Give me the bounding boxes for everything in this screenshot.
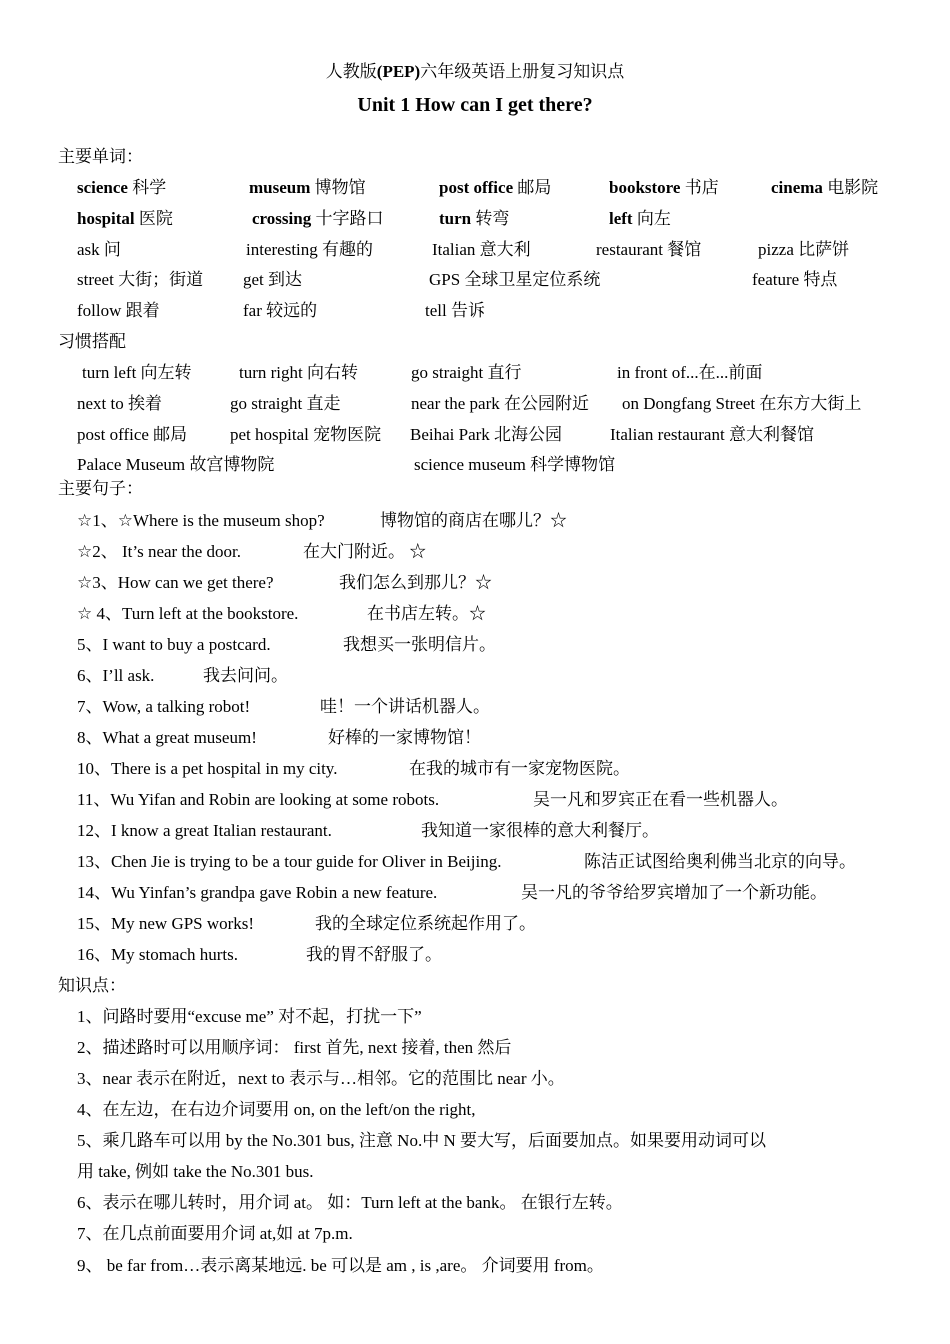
vocab-zh: 大街；街道 [113, 270, 204, 289]
vocab-item [77, 300, 160, 322]
sentence-zh: 哇！一个讲话机器人。 [320, 697, 490, 716]
vocab-item [252, 208, 383, 230]
phrase-item: go straight 直行 [411, 363, 522, 382]
vocab-item [429, 269, 600, 291]
vocab-item [243, 269, 302, 291]
point-item: 7、在几点前面要用介词 at,如 at 7p.m. [77, 1224, 353, 1243]
vocab-item [439, 208, 509, 230]
vocab-en: cinema [771, 178, 823, 197]
vocab-en: get [243, 270, 264, 289]
vocab-en: interesting [246, 240, 318, 259]
sentence-en: 7、Wow, a talking robot! [77, 697, 251, 716]
point-item: 3、near 表示在附近，next to 表示与…相邻。它的范围比 near 小。 [77, 1069, 565, 1088]
title-bold: (PEP) [376, 62, 421, 81]
vocab-en: Italian [432, 240, 476, 259]
phrase-item: in front of...在...前面 [617, 363, 763, 382]
vocab-heading: 主要单词： [58, 147, 143, 166]
sentence-zh: 在大门附近。 ☆ [303, 542, 427, 561]
sentence-zh: 博物馆的商店在哪儿？☆ [380, 511, 567, 530]
sentence-zh: 吴一凡的爷爷给罗宾增加了一个新功能。 [521, 883, 827, 902]
vocab-item [243, 300, 317, 322]
vocab-item [425, 300, 485, 322]
unit-title: Unit 1 How can I get there? [357, 94, 593, 116]
phrase-item: turn right 向右转 [239, 363, 358, 382]
vocab-item [758, 239, 849, 261]
vocab-en: tell [425, 301, 447, 320]
title-pre: 人教版 [325, 62, 377, 81]
sentence-en: 13、Chen Jie is trying to be a tour guide for Oliver in Beijing. [77, 852, 502, 871]
phrase-item: next to 挨着 [77, 394, 162, 413]
vocab-en: far [243, 301, 262, 320]
phrase-item: post office 邮局 [77, 425, 188, 444]
vocab-item [432, 239, 531, 261]
sentence-en: 16、My stomach hurts. [77, 945, 239, 964]
vocab-zh: 餐馆 [663, 240, 702, 259]
vocab-zh: 告诉 [446, 301, 485, 320]
point-item: 2、描述路时可以用顺序词： first 首先, next 接着, then 然后 [77, 1038, 512, 1057]
vocab-item [609, 208, 671, 230]
vocab-zh: 问 [99, 240, 121, 259]
vocab-zh: 电影院 [822, 178, 879, 197]
vocab-en: follow [77, 301, 122, 320]
vocab-item [771, 177, 878, 199]
vocab-en: street [77, 270, 114, 289]
vocab-en: bookstore [609, 178, 681, 197]
vocab-item [77, 269, 203, 291]
point-item: 4、在左边，在右边介词要用 on, on the left/on the right, [77, 1100, 476, 1119]
vocab-en: post office [439, 178, 514, 197]
point-item: 9、 be far from…表示离某地远. be 可以是 am , is ,are。 介词要用 from。 [77, 1256, 604, 1275]
sentence-zh: 我的全球定位系统起作用了。 [315, 914, 536, 933]
point-item: 5、乘几路车可以用 by the No.301 bus, 注意 No.中 N 要大写，后面要加点。如果要用动词可以 [77, 1131, 766, 1150]
vocab-zh: 博物馆 [310, 178, 366, 197]
vocab-en: left [609, 209, 633, 228]
sentence-en: 11、Wu Yifan and Robin are looking at some robots. [77, 790, 440, 809]
point-item: 1、问路时要用“excuse me” 对不起，打扰一下” [77, 1007, 422, 1026]
title-post: 六年级英语上册复习知识点 [420, 62, 625, 81]
vocab-item [77, 177, 166, 199]
sentence-zh: 在书店左转。☆ [367, 604, 486, 623]
vocab-item [77, 208, 173, 230]
vocab-zh: 全球卫星定位系统 [460, 270, 601, 289]
phrase-item: on Dongfang Street 在东方大街上 [622, 394, 862, 413]
phrase-item: Palace Museum 故宫博物院 [77, 455, 275, 474]
sentence-en: ☆2、 It’s near the door. [77, 542, 241, 561]
sentence-en: 6、I’ll ask. [77, 666, 155, 685]
phrase-item: Beihai Park 北海公园 [410, 425, 563, 444]
point-item: 用 take, 例如 take the No.301 bus. [77, 1162, 314, 1181]
sentence-en: 10、There is a pet hospital in my city. [77, 759, 338, 778]
sentence-zh: 在我的城市有一家宠物医院。 [409, 759, 630, 778]
vocab-zh: 科学 [127, 178, 167, 197]
vocab-en: turn [439, 209, 472, 228]
phrase-item: pet hospital 宠物医院 [230, 425, 382, 444]
vocab-en: hospital [77, 209, 135, 228]
sentence-en: ☆ 4、Turn left at the bookstore. [77, 604, 299, 623]
sentence-en: 12、I know a great Italian restaurant. [77, 821, 332, 840]
sentence-zh: 我去问问。 [203, 666, 288, 685]
sentence-en: 14、Wu Yinfan’s grandpa gave Robin a new feature. [77, 883, 438, 902]
sentence-en: ☆3、How can we get there? [77, 573, 274, 592]
phrase-item: go straight 直走 [230, 394, 341, 413]
sentences-heading: 主要句子： [58, 479, 143, 498]
phrase-item: turn left 向左转 [82, 363, 192, 382]
vocab-zh: 跟着 [121, 301, 160, 320]
vocab-zh: 转弯 [471, 209, 510, 228]
vocab-zh: 十字路口 [311, 209, 384, 228]
phrase-item: Italian restaurant 意大利餐馆 [610, 425, 814, 444]
vocab-zh: 医院 [134, 209, 173, 228]
vocab-zh: 意大利 [475, 240, 531, 259]
vocab-en: GPS [429, 270, 461, 289]
sentence-en: 15、My new GPS works! [77, 914, 255, 933]
sentence-zh: 我知道一家很棒的意大利餐厅。 [421, 821, 659, 840]
sentence-zh: 我们怎么到那儿？☆ [339, 573, 492, 592]
vocab-en: feature [752, 270, 800, 289]
sentence-zh: 吴一凡和罗宾正在看一些机器人。 [533, 790, 788, 809]
sentence-zh: 好棒的一家博物馆！ [328, 728, 481, 747]
document-title [0, 57, 950, 82]
vocab-item [596, 239, 701, 261]
vocab-zh: 较远的 [261, 301, 318, 320]
vocab-zh: 书店 [680, 178, 719, 197]
vocab-item [439, 177, 551, 199]
vocab-en: crossing [252, 209, 312, 228]
phrase-item: near the park 在公园附近 [411, 394, 589, 413]
sentence-en: ☆1、☆Where is the museum shop? [77, 511, 325, 530]
vocab-en: pizza [758, 240, 794, 259]
vocab-en: science [77, 178, 128, 197]
phrases-heading: 习惯搭配 [58, 332, 126, 351]
vocab-zh: 到达 [263, 270, 303, 289]
point-item: 6、表示在哪儿转时，用介词 at。 如：Turn left at the bank。 在银行左转。 [77, 1193, 623, 1212]
vocab-item [249, 177, 366, 199]
vocab-zh: 特点 [799, 270, 838, 289]
vocab-zh: 有趣的 [317, 240, 374, 259]
vocab-item [77, 239, 121, 261]
vocab-en: museum [249, 178, 311, 197]
sentence-en: 8、What a great museum! [77, 728, 257, 747]
vocab-en: restaurant [596, 240, 664, 259]
vocab-en: ask [77, 240, 100, 259]
sentence-zh: 陈洁正试图给奥利佛当北京的向导。 [584, 852, 856, 871]
sentence-zh: 我想买一张明信片。 [343, 635, 496, 654]
vocab-zh: 比萨饼 [793, 240, 850, 259]
points-heading: 知识点： [58, 976, 126, 995]
vocab-zh: 向左 [632, 209, 671, 228]
vocab-zh: 邮局 [513, 178, 552, 197]
vocab-item [752, 269, 837, 291]
sentence-zh: 我的胃不舒服了。 [306, 945, 442, 964]
vocab-item [609, 177, 719, 199]
vocab-item [246, 239, 373, 261]
phrase-item: science museum 科学博物馆 [414, 455, 616, 474]
sentence-en: 5、I want to buy a postcard. [77, 635, 271, 654]
